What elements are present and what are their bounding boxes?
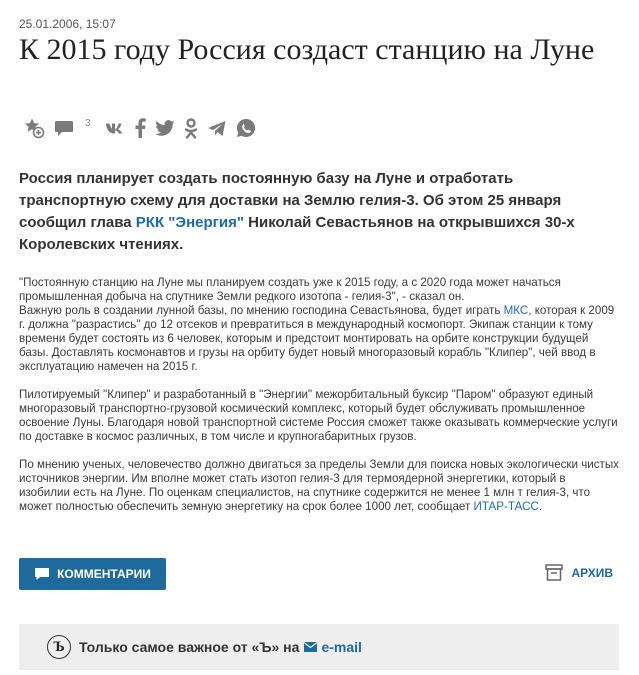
comment-bubble-icon [34, 567, 50, 581]
article-body [19, 276, 619, 528]
body-text-1b: Важную роль в создании лунной базы, по мнению господина Севастьянова, будет играть [19, 304, 504, 317]
odnoklassniki-icon[interactable] [184, 116, 198, 140]
subscribe-banner [19, 624, 619, 670]
body-text-3a: По мнению ученых, человечество должно двигаться за пределы Земли для поиска новых экологически чистых источников энергии. Им вполне может стать изотоп гелия-3 для термоядерной энергетики, который в изобилии есть на Луне. По оценкам специалистов, на спутнике содержится не менее 1 млн т гелия-3, что может полностью обеспечить земную энергетику на срок более 1000 лет, сообщает [19, 458, 619, 513]
vk-icon[interactable] [105, 116, 125, 140]
body-paragraph-1 [19, 276, 619, 374]
favorite-add-icon[interactable] [23, 116, 45, 140]
article-lead [19, 168, 619, 256]
body-paragraph-3 [19, 458, 619, 514]
body-quote: "Постоянную станцию на Луне мы планируем создать уже к 2015 году, а с 2020 года может начаться промышленная добыча на спутнике Земли редкого изотопа - гелия-3", - сказал он. [19, 276, 561, 303]
body-text-3b: . [538, 500, 543, 513]
facebook-icon[interactable] [134, 116, 146, 140]
subscribe-text: Только самое важное от «Ъ» на [79, 639, 300, 655]
link-iss[interactable]: МКС [503, 304, 529, 317]
lead-text-2: Николай Севастьянов на открывшихся 30-х Королевских чтениях. [19, 214, 575, 253]
subscribe-email-label: e-mail [321, 639, 362, 655]
whatsapp-icon[interactable] [236, 116, 256, 140]
mail-icon [304, 642, 317, 652]
link-itar-tass[interactable]: ИТАР-ТАСС [473, 500, 539, 513]
comment-count: 3 [85, 118, 91, 129]
lead-text-1: Россия планирует создать постоянную базу на Луне и отработать транспортную схему для доставки на Землю гелия-3. Об этом 25 января сообщил глава [19, 170, 562, 231]
comments-button[interactable] [19, 558, 166, 590]
body-text-1c: , которая к 2009 г. должна "разрастись" до 12 отсеков и превратиться в международный космопорт. Экипаж станции к тому времени будет состоять из 6 человек, которым и предстоит монтировать на орбите конструкции будущей базы. Доставлять космонавтов и грузы на орбиту будет новый многоразовый корабль "Клипер", чей ввод в эксплуатацию намечен на 2015 г. [19, 304, 615, 373]
archive-link[interactable] [545, 564, 613, 581]
comments-button-label: КОММЕНТАРИИ [57, 567, 151, 581]
subscribe-email-link[interactable] [304, 639, 361, 655]
kommersant-logo: Ъ [47, 635, 71, 659]
twitter-icon[interactable] [155, 116, 175, 140]
publish-date: 25.01.2006, 15:07 [19, 17, 116, 31]
article-title: К 2015 году Россия создаст станцию на Луне [19, 33, 595, 66]
lead-link-energia[interactable]: РКК "Энергия" [135, 214, 244, 231]
archive-label: АРХИВ [571, 565, 613, 580]
body-paragraph-2: Пилотируемый "Клипер" и разработанный в "Энергии" межорбитальный буксир "Паром" образуют единый многоразовый транспортно-грузовой космический комплекс, который будет обслуживать промышленное освоение Луны. Благодаря новой транспортной системе Россия сможет также оказывать коммерческие услуги по доставке в космос различных, в том числе и крупногабаритных грузов. [19, 388, 618, 443]
comment-icon[interactable] [54, 116, 74, 140]
telegram-icon[interactable] [207, 116, 227, 140]
share-bar [23, 114, 265, 142]
archive-icon [545, 564, 563, 581]
